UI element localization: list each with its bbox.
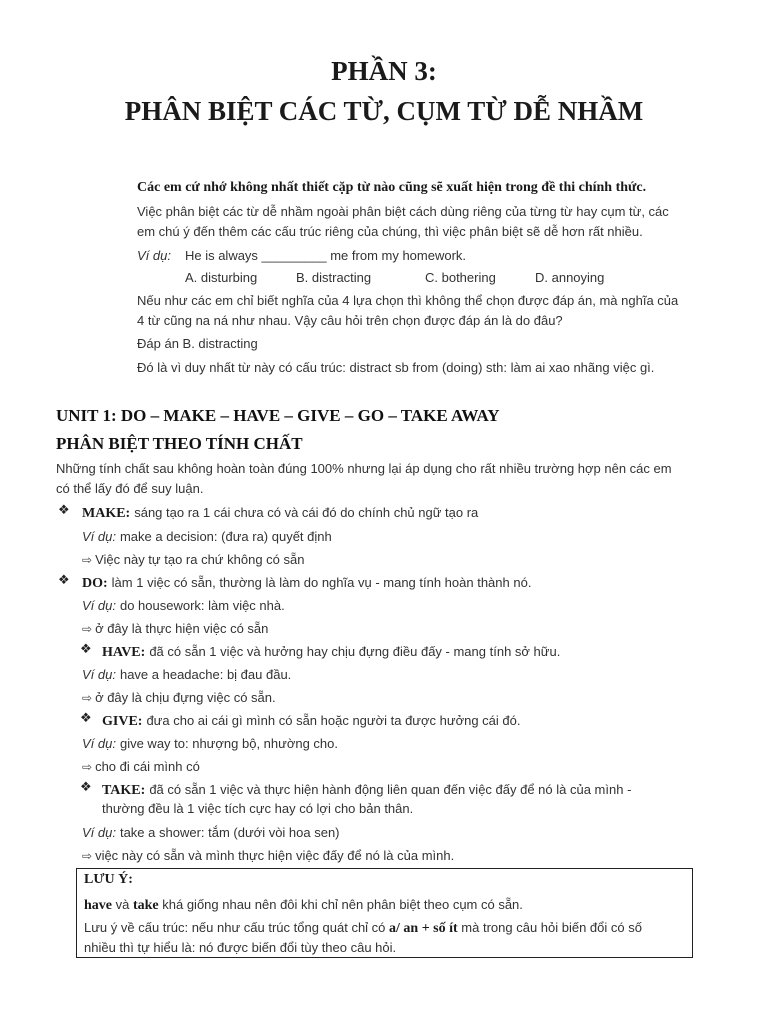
part-heading: PHẦN 3: [331, 56, 437, 86]
note-line-2-end: mà trong câu hỏi biến đổi có số [457, 920, 642, 935]
note-word-and: và [112, 897, 133, 912]
answer-line: Đáp án B. distracting [137, 336, 258, 351]
item-make-note-text: Việc này tự tạo ra chứ không có sẵn [95, 552, 305, 567]
note-box-line-3: nhiều thì tự hiểu là: nó được biến đổi tùy theo câu hỏi. [84, 940, 397, 955]
item-take-desc-line-1: đã có sẵn 1 việc và thực hiện hành động liên quan đến việc đấy để nó là của mình - [149, 782, 632, 797]
unit-title: UNIT 1: DO – MAKE – HAVE – GIVE – GO – TAKE AWAY [56, 406, 500, 425]
item-give-example [82, 735, 338, 753]
page-title: PHÂN BIỆT CÁC TỪ, CỤM TỪ DỄ NHẦM [124, 96, 644, 126]
intro-paragraph-line-2: em chú ý đến thêm các cấu trúc riêng của chúng, thì việc phân biệt sẽ dễ hơn rất nhiều. [137, 224, 643, 239]
intro-paragraph-line-1: Việc phân biệt các từ dễ nhầm ngoài phân biệt cách dùng riêng của từng từ hay cụm từ, các [137, 204, 669, 219]
item-take [102, 781, 631, 799]
note-box-title: LƯU Ý: [84, 872, 133, 887]
item-take-desc-line-2: thường đều là 1 việc tích cực hay có lợi cho bản thân. [102, 801, 414, 816]
item-take-example-text: take a shower: tắm (dưới vòi hoa sen) [119, 825, 340, 840]
item-take-example [82, 824, 340, 842]
option-a: A. disturbing [185, 270, 258, 285]
intro-bold-line: Các em cứ nhớ không nhất thiết cặp từ nào cũng sẽ xuất hiện trong đề thi chính thức. [137, 180, 647, 195]
arrow-right-icon: ⇨ [82, 622, 93, 636]
arrow-right-icon: ⇨ [82, 760, 93, 774]
diamond-bullet-icon: ❖ [80, 780, 92, 795]
item-have-note-text: ở đây là chịu đựng việc có sẵn. [95, 690, 276, 705]
note-structure: a/ an + số ít [389, 921, 458, 936]
example-label: Ví dụ: [137, 248, 171, 263]
reason-line: Đó là vì duy nhất từ này có cấu trúc: distract sb from (doing) sth: làm ai xao nhãng việc gì. [137, 360, 655, 375]
unit-lead-line-2: có thể lấy đó để suy luận. [56, 481, 204, 496]
item-take-note-text: việc này có sẵn và mình thực hiện việc đấy để nó là của mình. [95, 848, 455, 863]
example-label: Ví dụ: [82, 529, 116, 544]
example-label: Ví dụ: [82, 825, 116, 840]
item-do-note [82, 620, 268, 638]
example-sentence: He is always _________ me from my homework. [184, 248, 467, 263]
note-word-take: take [132, 898, 159, 913]
note-line-1-rest: khá giống nhau nên đôi khi chỉ nên phân biệt theo cụm có sẵn. [158, 897, 523, 912]
item-make [82, 504, 478, 522]
example-label: Ví dụ: [82, 598, 116, 613]
arrow-right-icon: ⇨ [82, 553, 93, 567]
note-line-2-start: Lưu ý về cấu trúc: nếu như cấu trúc tổng quát chỉ có [84, 920, 390, 935]
note-box-line-1 [84, 896, 523, 914]
item-have-term: HAVE: [102, 645, 146, 660]
item-take-term: TAKE: [102, 783, 146, 798]
unit-subtitle: PHÂN BIỆT THEO TÍNH CHẤT [56, 434, 303, 453]
item-do-example [82, 597, 285, 615]
diamond-bullet-icon: ❖ [80, 642, 92, 657]
option-d: D. annoying [535, 270, 605, 285]
note-word-have: have [84, 898, 112, 913]
unit-lead-line-1: Những tính chất sau không hoàn toàn đúng 100% nhưng lại áp dụng cho rất nhiều trường hợp nên các em [56, 461, 672, 476]
item-do [82, 574, 531, 592]
item-do-desc: làm 1 việc có sẵn, thường là làm do nghĩa vụ - mang tính hoàn thành nó. [111, 575, 532, 590]
item-make-term: MAKE: [82, 506, 131, 521]
diamond-bullet-icon: ❖ [58, 573, 70, 588]
option-b: B. distracting [296, 270, 372, 285]
item-have-note [82, 689, 276, 707]
item-do-note-text: ở đây là thực hiện việc có sẵn [95, 621, 269, 636]
diamond-bullet-icon: ❖ [80, 711, 92, 726]
example-label: Ví dụ: [82, 667, 116, 682]
example-line [137, 247, 466, 265]
item-make-desc: sáng tạo ra 1 cái chưa có và cái đó do chính chủ ngữ tạo ra [134, 505, 479, 520]
item-give-term: GIVE: [102, 714, 143, 729]
note-box-line-2 [84, 919, 642, 937]
explanation-line-2: 4 từ cũng na ná như nhau. Vậy câu hỏi trên chọn được đáp án là do đâu? [137, 313, 563, 328]
diamond-bullet-icon: ❖ [58, 503, 70, 518]
item-have-example-text: have a headache: bị đau đầu. [119, 667, 292, 682]
item-make-example-text: make a decision: (đưa ra) quyết định [119, 529, 332, 544]
example-label: Ví dụ: [82, 736, 116, 751]
item-have [102, 643, 560, 661]
item-give [102, 712, 520, 730]
item-give-note [82, 758, 200, 776]
item-give-note-text: cho đi cái mình có [95, 759, 200, 774]
item-give-example-text: give way to: nhượng bộ, nhường cho. [119, 736, 338, 751]
item-do-example-text: do housework: làm việc nhà. [119, 598, 285, 613]
item-make-example [82, 528, 332, 546]
item-have-example [82, 666, 291, 684]
arrow-right-icon: ⇨ [82, 849, 93, 863]
item-make-note [82, 551, 304, 569]
item-do-term: DO: [82, 576, 108, 591]
explanation-line-1: Nếu như các em chỉ biết nghĩa của 4 lựa chọn thì không thể chọn được đáp án, mà nghĩa của [137, 293, 679, 308]
item-give-desc: đưa cho ai cái gì mình có sẵn hoặc người ta được hưởng cái đó. [146, 713, 521, 728]
item-have-desc: đã có sẵn 1 việc và hưởng hay chịu đựng điều đấy - mang tính sở hữu. [149, 644, 561, 659]
item-take-note [82, 847, 454, 865]
arrow-right-icon: ⇨ [82, 691, 93, 705]
option-c: C. bothering [425, 270, 496, 285]
